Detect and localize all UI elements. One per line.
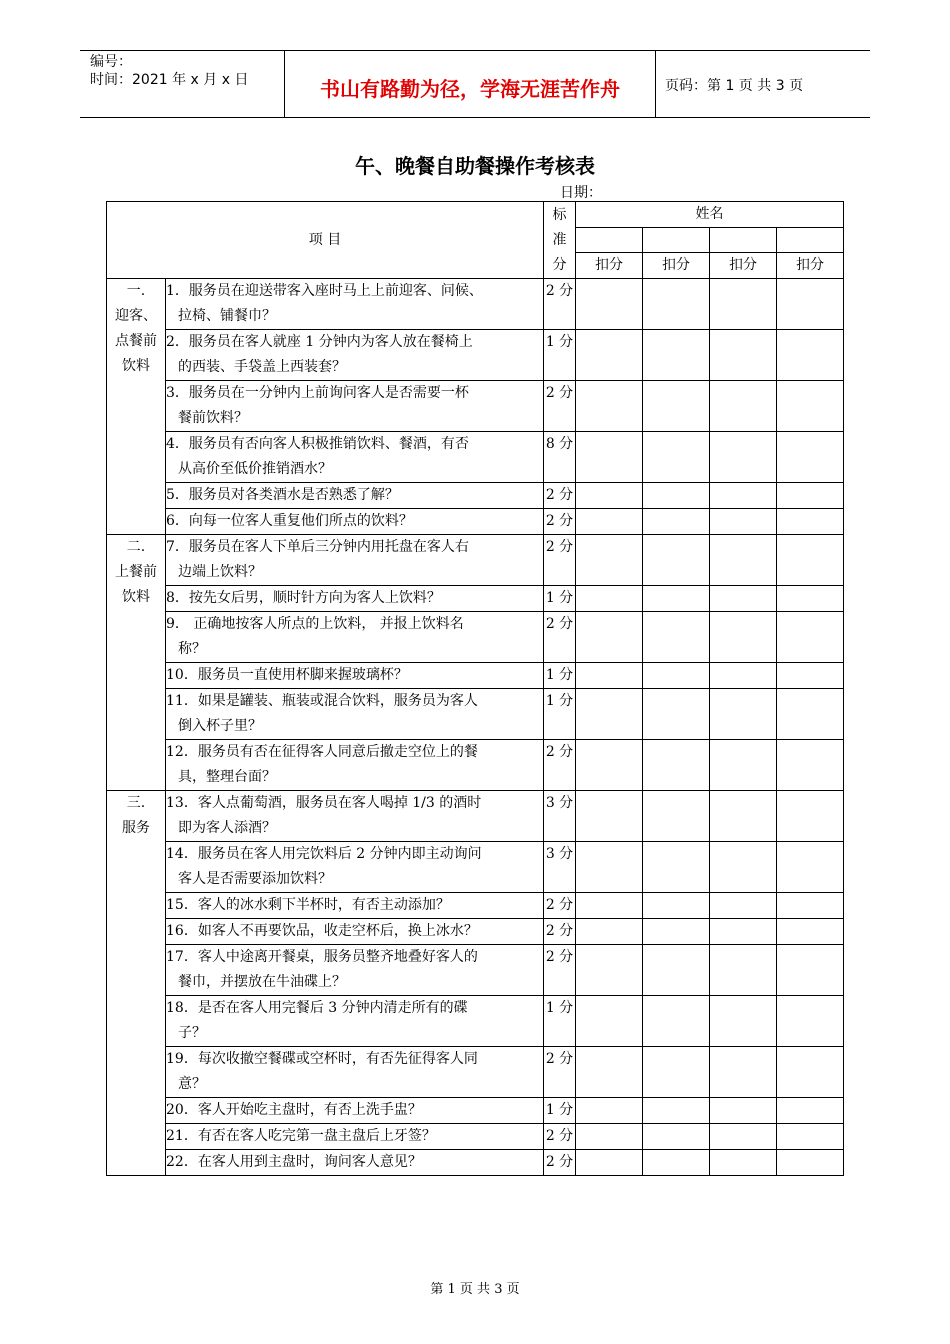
standard-score: 2 分 (544, 612, 576, 663)
criterion-text (166, 432, 544, 483)
criterion-text (166, 1150, 544, 1176)
deduction-cell[interactable] (576, 945, 643, 996)
section-category-line: 迎客、 (115, 308, 157, 324)
deduction-cell[interactable] (576, 1098, 643, 1124)
criterion-text (166, 509, 544, 535)
table-row (107, 1047, 844, 1098)
deduction-cell[interactable] (777, 1098, 844, 1124)
criterion-line: 11．如果是罐装、瓶装或混合饮料，服务员为客人 (166, 693, 478, 709)
deduction-cell[interactable] (576, 586, 643, 612)
criterion-line: 14．服务员在客人用完饮料后 2 分钟内即主动询问 (166, 846, 482, 862)
standard-score: 2 分 (544, 535, 576, 586)
deduction-cell[interactable] (777, 791, 844, 842)
table-row (107, 586, 844, 612)
deduction-cell[interactable] (643, 996, 710, 1047)
criterion-text (166, 663, 544, 689)
table-row (107, 1150, 844, 1176)
criterion-text (166, 842, 544, 893)
deduction-header: 扣分 (576, 253, 643, 279)
deduction-cell[interactable] (643, 945, 710, 996)
name-cell[interactable] (643, 228, 710, 253)
deduction-cell[interactable] (710, 483, 777, 509)
criterion-line: 餐巾，并摆放在牛油碟上？ (178, 974, 346, 990)
deduction-cell[interactable] (710, 945, 777, 996)
deduction-cell[interactable] (777, 509, 844, 535)
deduction-cell[interactable] (576, 1124, 643, 1150)
deduction-cell[interactable] (710, 509, 777, 535)
deduction-cell[interactable] (576, 689, 643, 740)
deduction-cell[interactable] (777, 663, 844, 689)
deduction-cell[interactable] (643, 740, 710, 791)
deduction-cell[interactable] (576, 663, 643, 689)
deduction-cell[interactable] (710, 586, 777, 612)
deduction-cell[interactable] (643, 509, 710, 535)
table-row (107, 945, 844, 996)
standard-score: 1 分 (544, 586, 576, 612)
deduction-cell[interactable] (643, 535, 710, 586)
criterion-text (166, 919, 544, 945)
deduction-cell[interactable] (643, 689, 710, 740)
deduction-cell[interactable] (777, 893, 844, 919)
deduction-cell[interactable] (777, 1124, 844, 1150)
deduction-cell[interactable] (643, 381, 710, 432)
criterion-text (166, 330, 544, 381)
deduction-cell[interactable] (643, 432, 710, 483)
header-meta (90, 53, 248, 89)
table-row (107, 612, 844, 663)
deduction-header: 扣分 (777, 253, 844, 279)
criterion-line: 客人是否需要添加饮料？ (178, 871, 332, 887)
table-row (107, 432, 844, 483)
criterion-line: 10．服务员一直使用杯脚来握玻璃杯？ (166, 667, 408, 683)
criterion-line: 4．服务员有否向客人积极推销饮料、餐酒，有否 (166, 436, 469, 452)
deduction-cell[interactable] (576, 740, 643, 791)
section-category-line: 饮料 (122, 589, 150, 605)
criterion-line: 6．向每一位客人重复他们所点的饮料？ (166, 513, 413, 529)
deduction-header: 扣分 (710, 253, 777, 279)
criterion-line: 20．客人开始吃主盘时，有否上洗手盅？ (166, 1102, 422, 1118)
criterion-line: 倒入杯子里？ (178, 718, 262, 734)
deduction-cell[interactable] (576, 1150, 643, 1176)
deduction-cell[interactable] (643, 1047, 710, 1098)
document-number-label: 编号： (90, 54, 132, 70)
header-motto: 书山有路勤为径，学海无涯苦作舟 (320, 77, 620, 101)
deduction-cell[interactable] (643, 612, 710, 663)
deduction-cell[interactable] (710, 381, 777, 432)
deduction-cell[interactable] (710, 612, 777, 663)
criterion-text (166, 740, 544, 791)
standard-score: 1 分 (544, 996, 576, 1047)
criterion-line: 17．客人中途离开餐桌，服务员整齐地叠好客人的 (166, 949, 478, 965)
deduction-cell[interactable] (777, 586, 844, 612)
deduction-cell[interactable] (777, 381, 844, 432)
deduction-cell[interactable] (777, 689, 844, 740)
standard-score: 2 分 (544, 509, 576, 535)
criterion-line: 意？ (178, 1076, 206, 1092)
table-row (107, 996, 844, 1047)
table-row (107, 791, 844, 842)
deduction-cell[interactable] (643, 483, 710, 509)
table-row (107, 509, 844, 535)
deduction-cell[interactable] (777, 1150, 844, 1176)
standard-score-header-char: 标 (552, 206, 567, 223)
header-divider (655, 51, 656, 117)
deduction-cell[interactable] (777, 612, 844, 663)
criterion-text (166, 612, 544, 663)
criterion-text (166, 996, 544, 1047)
standard-score-header-char: 准 (552, 231, 567, 248)
page-title: 午、晚餐自助餐操作考核表 (355, 154, 595, 178)
deduction-cell[interactable] (777, 330, 844, 381)
criterion-text (166, 586, 544, 612)
deduction-cell[interactable] (643, 1098, 710, 1124)
deduction-cell[interactable] (710, 535, 777, 586)
criterion-text (166, 791, 544, 842)
deduction-cell[interactable] (576, 612, 643, 663)
criterion-line: 子？ (178, 1025, 206, 1041)
deduction-cell[interactable] (777, 919, 844, 945)
deduction-cell[interactable] (576, 279, 643, 330)
deduction-cell[interactable] (576, 919, 643, 945)
page-header (80, 50, 870, 118)
deduction-cell[interactable] (576, 432, 643, 483)
standard-score: 1 分 (544, 689, 576, 740)
deduction-cell[interactable] (643, 279, 710, 330)
deduction-cell[interactable] (710, 996, 777, 1047)
name-column-header: 姓名 (576, 202, 844, 228)
criterion-line: 2．服务员在客人就座 1 分钟内为客人放在餐椅上 (166, 334, 473, 350)
standard-score-header-char: 分 (552, 256, 567, 273)
standard-score-header (544, 202, 576, 279)
criterion-line: 3．服务员在一分钟内上前询问客人是否需要一杯 (166, 385, 469, 401)
criterion-text (166, 381, 544, 432)
section-category-line: 二. (126, 539, 146, 555)
deduction-cell[interactable] (777, 945, 844, 996)
criterion-line: 7．服务员在客人下单后三分钟内用托盘在客人右 (166, 539, 469, 555)
deduction-cell[interactable] (576, 381, 643, 432)
deduction-header: 扣分 (643, 253, 710, 279)
standard-score: 2 分 (544, 945, 576, 996)
deduction-cell[interactable] (710, 1150, 777, 1176)
item-column-header: 项 目 (107, 202, 544, 279)
deduction-cell[interactable] (576, 996, 643, 1047)
deduction-cell[interactable] (576, 1047, 643, 1098)
criterion-text (166, 1047, 544, 1098)
table-row (107, 689, 844, 740)
section-category-line: 三. (126, 795, 146, 811)
table-row (107, 919, 844, 945)
criterion-line: 19．每次收撤空餐碟或空杯时，有否先征得客人同 (166, 1051, 478, 1067)
deduction-cell[interactable] (643, 791, 710, 842)
table-row (107, 663, 844, 689)
criterion-text (166, 535, 544, 586)
criterion-line: 15．客人的冰水剩下半杯时，有否主动添加？ (166, 897, 450, 913)
table-row (107, 740, 844, 791)
criterion-text (166, 893, 544, 919)
deduction-cell[interactable] (643, 919, 710, 945)
standard-score: 3 分 (544, 842, 576, 893)
deduction-cell[interactable] (710, 842, 777, 893)
section-category-line: 一. (126, 283, 146, 299)
criterion-line: 21．有否在客人吃完第一盘主盘后上牙签？ (166, 1128, 436, 1144)
standard-score: 2 分 (544, 279, 576, 330)
criterion-line: 即为客人添酒？ (178, 820, 276, 836)
deduction-cell[interactable] (710, 663, 777, 689)
standard-score: 2 分 (544, 1047, 576, 1098)
name-cell[interactable] (777, 228, 844, 253)
standard-score: 8 分 (544, 432, 576, 483)
criterion-line: 16．如客人不再要饮品，收走空杯后，换上冰水？ (166, 923, 478, 939)
criterion-line: 18．是否在客人用完餐后 3 分钟内清走所有的碟 (166, 1000, 468, 1016)
deduction-cell[interactable] (643, 586, 710, 612)
deduction-cell[interactable] (710, 791, 777, 842)
deduction-cell[interactable] (710, 740, 777, 791)
criterion-line: 12．服务员有否在征得客人同意后撤走空位上的餐 (166, 744, 478, 760)
standard-score: 3 分 (544, 791, 576, 842)
table-row (107, 1124, 844, 1150)
table-row (107, 535, 844, 586)
standard-score: 2 分 (544, 1124, 576, 1150)
standard-score: 1 分 (544, 330, 576, 381)
criterion-line: 1．服务员在迎送带客入座时马上上前迎客、问候、 (166, 283, 483, 299)
date-label: 日期： (560, 185, 602, 201)
deduction-cell[interactable] (777, 279, 844, 330)
criterion-line: 称？ (178, 641, 206, 657)
deduction-cell[interactable] (576, 893, 643, 919)
deduction-cell[interactable] (777, 1047, 844, 1098)
section-category-line: 点餐前 (115, 333, 157, 349)
deduction-cell[interactable] (777, 740, 844, 791)
header-page-info: 页码：第 1 页 共 3 页 (665, 78, 804, 94)
section-category-line: 服务 (122, 820, 150, 836)
section-category-line: 上餐前 (115, 564, 157, 580)
criterion-line: 餐前饮料？ (178, 410, 248, 426)
deduction-cell[interactable] (777, 483, 844, 509)
criterion-line: 13．客人点葡萄酒，服务员在客人喝掉 1/3 的酒时 (166, 795, 482, 811)
criterion-line: 的西装、手袋盖上西装套？ (178, 359, 346, 375)
section-category (107, 535, 166, 791)
standard-score: 2 分 (544, 893, 576, 919)
criterion-line: 9． 正确地按客人所点的上饮料， 并报上饮料名 (166, 616, 464, 632)
deduction-cell[interactable] (777, 842, 844, 893)
section-category (107, 279, 166, 535)
deduction-cell[interactable] (710, 919, 777, 945)
criterion-text (166, 689, 544, 740)
table-row (107, 893, 844, 919)
deduction-cell[interactable] (643, 1124, 710, 1150)
deduction-cell[interactable] (576, 791, 643, 842)
standard-score: 1 分 (544, 1098, 576, 1124)
standard-score: 2 分 (544, 381, 576, 432)
deduction-cell[interactable] (710, 689, 777, 740)
deduction-cell[interactable] (576, 535, 643, 586)
deduction-cell[interactable] (710, 279, 777, 330)
criterion-line: 22．在客人用到主盘时，询问客人意见？ (166, 1154, 422, 1170)
deduction-cell[interactable] (710, 432, 777, 483)
deduction-cell[interactable] (576, 509, 643, 535)
criterion-text (166, 1124, 544, 1150)
deduction-cell[interactable] (643, 330, 710, 381)
criterion-line: 具，整理台面？ (178, 769, 276, 785)
deduction-cell[interactable] (643, 842, 710, 893)
assessment-table (106, 201, 844, 1176)
section-category (107, 791, 166, 1176)
deduction-cell[interactable] (710, 1124, 777, 1150)
deduction-cell[interactable] (643, 1150, 710, 1176)
criterion-text (166, 279, 544, 330)
deduction-cell[interactable] (777, 432, 844, 483)
criterion-text (166, 1098, 544, 1124)
criterion-line: 8．按先女后男，顺时针方向为客人上饮料？ (166, 590, 441, 606)
table-row (107, 381, 844, 432)
name-cell[interactable] (710, 228, 777, 253)
table-row (107, 842, 844, 893)
deduction-cell[interactable] (576, 842, 643, 893)
deduction-cell[interactable] (777, 996, 844, 1047)
table-row (107, 330, 844, 381)
table-row (107, 279, 844, 330)
standard-score: 1 分 (544, 663, 576, 689)
criterion-line: 从高价至低价推销酒水？ (178, 461, 332, 477)
deduction-cell[interactable] (576, 483, 643, 509)
standard-score: 2 分 (544, 919, 576, 945)
criterion-line: 拉椅、铺餐巾？ (178, 308, 276, 324)
table-row (107, 1098, 844, 1124)
deduction-cell[interactable] (710, 330, 777, 381)
criterion-text (166, 945, 544, 996)
standard-score: 2 分 (544, 740, 576, 791)
deduction-cell[interactable] (710, 893, 777, 919)
criterion-line: 5．服务员对各类酒水是否熟悉了解？ (166, 487, 399, 503)
deduction-cell[interactable] (777, 535, 844, 586)
standard-score: 2 分 (544, 483, 576, 509)
deduction-cell[interactable] (643, 893, 710, 919)
deduction-cell[interactable] (710, 1098, 777, 1124)
table-row (107, 483, 844, 509)
criterion-text (166, 483, 544, 509)
document-time-label: 时间：2021 年 x 月 x 日 (90, 72, 249, 88)
deduction-cell[interactable] (576, 330, 643, 381)
name-cell[interactable] (576, 228, 643, 253)
deduction-cell[interactable] (643, 663, 710, 689)
standard-score: 2 分 (544, 1150, 576, 1176)
page-footer: 第 1 页 共 3 页 (430, 1282, 520, 1297)
criterion-line: 边端上饮料？ (178, 564, 262, 580)
deduction-cell[interactable] (710, 1047, 777, 1098)
section-category-line: 饮料 (122, 358, 150, 374)
